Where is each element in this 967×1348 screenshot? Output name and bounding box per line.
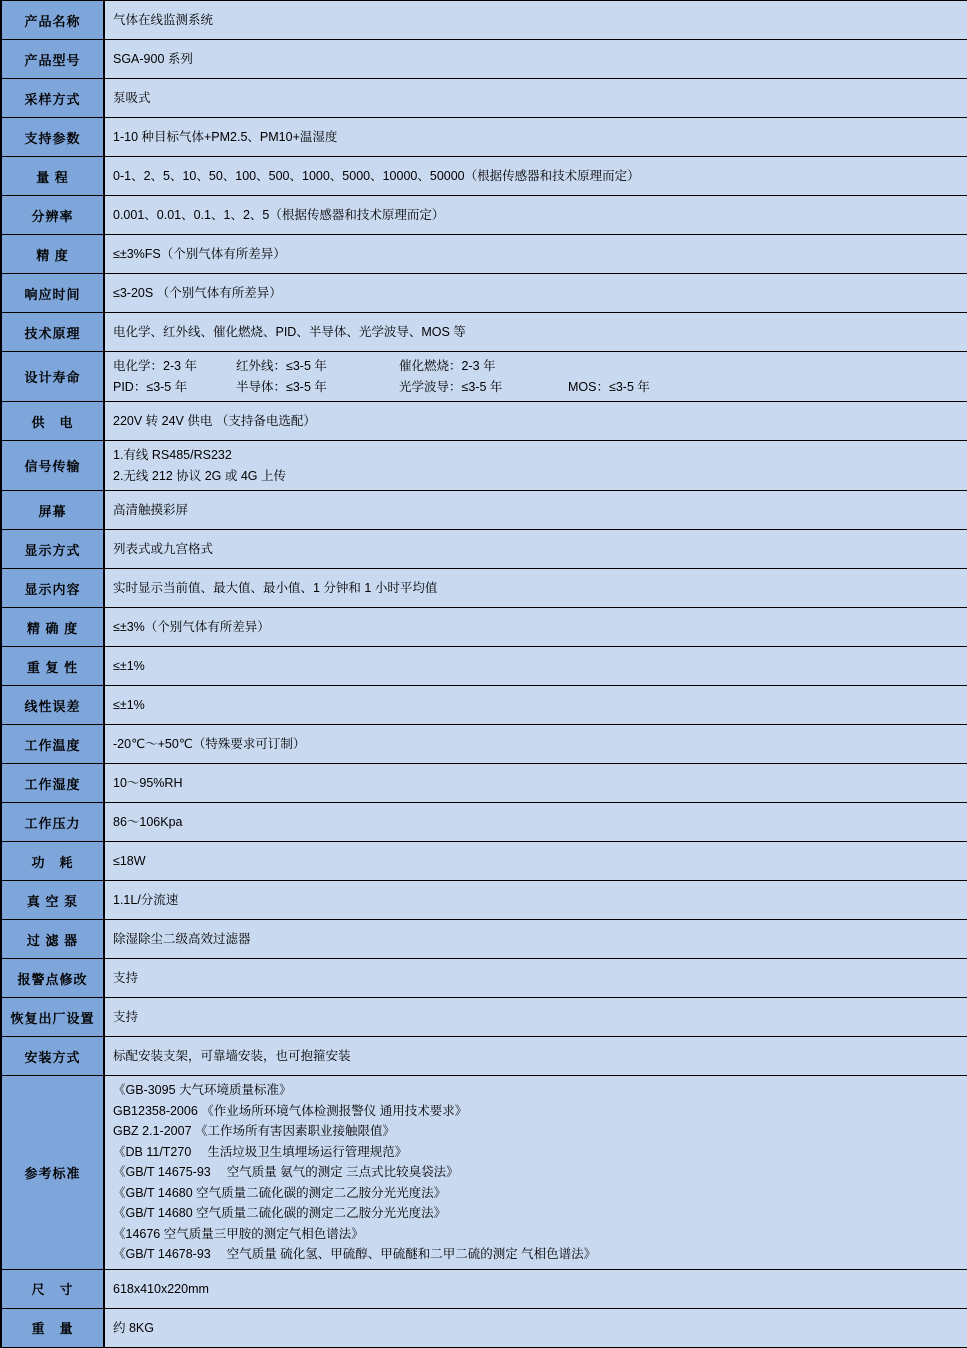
spec-value-line: 220V 转 24V 供电 （支持备电选配）: [113, 414, 316, 428]
spec-value: [104, 569, 967, 608]
table-row: [1, 686, 967, 725]
spec-value: [104, 920, 967, 959]
spec-label: 分辨率: [1, 196, 104, 235]
spec-table-body: [1, 1, 967, 1348]
table-row: [1, 998, 967, 1037]
spec-value-line: GB12358-2006 《作业场所环境气体检测报警仪 通用技术要求》: [113, 1103, 468, 1118]
spec-value-segment: MOS：≤3-5 年: [568, 379, 650, 394]
table-row: [1, 1, 967, 40]
spec-label: 安装方式: [1, 1037, 104, 1076]
spec-label: 信号传输: [1, 441, 104, 491]
spec-label: 尺 寸: [1, 1269, 104, 1308]
spec-label: 重 复 性: [1, 647, 104, 686]
spec-label: 产品型号: [1, 40, 104, 79]
spec-value-segment: 光学波导：≤3-5 年: [399, 379, 503, 394]
spec-value-segment: PID：≤3-5 年: [113, 379, 188, 394]
spec-value-line: 《GB-3095 大气环境质量标准》: [113, 1083, 292, 1097]
table-row: [1, 842, 967, 881]
spec-value: [104, 1269, 967, 1308]
spec-value: [104, 274, 967, 313]
spec-label: 工作湿度: [1, 764, 104, 803]
spec-value: [104, 998, 967, 1037]
spec-value-line: 86～106Kpa: [113, 815, 183, 829]
table-row: [1, 920, 967, 959]
spec-value-line: 2.无线 212 协议 2G 或 4G 上传: [113, 468, 286, 483]
spec-value: [104, 235, 967, 274]
table-row: [1, 569, 967, 608]
spec-label: 产品名称: [1, 1, 104, 40]
spec-value-line: 10～95%RH: [113, 776, 183, 790]
spec-value-line: 电化学、红外线、催化燃烧、PID、半导体、光学波导、MOS 等: [113, 325, 466, 339]
spec-value-line: [113, 377, 959, 398]
spec-label: 工作压力: [1, 803, 104, 842]
spec-value-line: ≤3-20S （个别气体有所差异）: [113, 286, 282, 300]
spec-value-line: ≤±3%（个别气体有所差异）: [113, 620, 270, 634]
spec-label: 量 程: [1, 157, 104, 196]
table-row: [1, 235, 967, 274]
spec-value-line: 泵吸式: [113, 91, 151, 105]
table-row: [1, 441, 967, 491]
spec-label: 屏幕: [1, 491, 104, 530]
spec-value: [104, 118, 967, 157]
spec-value-segment: 红外线：≤3-5 年: [236, 359, 327, 373]
spec-label: 参考标准: [1, 1076, 104, 1270]
spec-value-segment: 半导体：≤3-5 年: [236, 379, 327, 394]
spec-value: [104, 1308, 967, 1347]
spec-value-line: ≤±1%: [113, 698, 145, 712]
table-row: [1, 274, 967, 313]
spec-value-line: GBZ 2.1-2007 《工作场所有害因素职业接触限值》: [113, 1124, 395, 1138]
spec-value: [104, 491, 967, 530]
table-row: [1, 608, 967, 647]
table-row: [1, 725, 967, 764]
spec-value: [104, 959, 967, 998]
spec-label: 过 滤 器: [1, 920, 104, 959]
spec-value-line: 《DB 11/T270 生活垃圾卫生填埋场运行管理规范》: [113, 1144, 408, 1159]
spec-value-line: 0.001、0.01、0.1、1、2、5（根据传感器和技术原理而定）: [113, 208, 445, 222]
spec-value-line: 约 8KG: [113, 1320, 154, 1335]
spec-value: [104, 725, 967, 764]
spec-value-line: 高清触摸彩屏: [113, 503, 189, 517]
spec-value: [104, 686, 967, 725]
spec-label: 报警点修改: [1, 959, 104, 998]
spec-label: 恢复出厂设置: [1, 998, 104, 1037]
spec-value-line: ≤18W: [113, 854, 146, 868]
spec-label: 供 电: [1, 402, 104, 441]
spec-value-line: ≤±1%: [113, 659, 145, 673]
spec-label: 真 空 泵: [1, 881, 104, 920]
spec-label: 显示方式: [1, 530, 104, 569]
spec-value-segment: 催化燃烧：2-3 年: [399, 359, 496, 373]
spec-value-line: 1.1L/分流速: [113, 893, 179, 907]
spec-value: [104, 647, 967, 686]
table-row: [1, 491, 967, 530]
spec-value: [104, 402, 967, 441]
spec-label: 精 度: [1, 235, 104, 274]
spec-label: 重 量: [1, 1308, 104, 1347]
spec-value: [104, 1076, 967, 1270]
spec-label: 设计寿命: [1, 352, 104, 402]
spec-label: 技术原理: [1, 313, 104, 352]
table-row: [1, 118, 967, 157]
spec-value: [104, 157, 967, 196]
table-row: [1, 1308, 967, 1347]
spec-value: [104, 842, 967, 881]
table-row: [1, 40, 967, 79]
spec-value-line: 除湿除尘二级高效过滤器: [113, 932, 251, 946]
table-row: [1, 764, 967, 803]
spec-value-line: 1-10 种目标气体+PM2.5、PM10+温湿度: [113, 130, 338, 144]
spec-value-line: 《GB/T 14680 空气质量二硫化碳的测定二乙胺分光光度法》: [113, 1206, 447, 1220]
spec-label: 工作温度: [1, 725, 104, 764]
spec-value: [104, 196, 967, 235]
spec-value-line: [113, 356, 959, 377]
table-row: [1, 157, 967, 196]
spec-value-line: 618x410x220mm: [113, 1281, 209, 1296]
spec-value: [104, 79, 967, 118]
table-row: [1, 1076, 967, 1270]
table-row: [1, 79, 967, 118]
spec-label: 采样方式: [1, 79, 104, 118]
spec-value: [104, 803, 967, 842]
spec-label: 功 耗: [1, 842, 104, 881]
spec-label: 线性误差: [1, 686, 104, 725]
spec-value: [104, 530, 967, 569]
spec-value-line: SGA-900 系列: [113, 52, 193, 66]
spec-value: [104, 1, 967, 40]
table-row: [1, 196, 967, 235]
spec-value-line: 0-1、2、5、10、50、100、500、1000、5000、10000、50000（根据传感器和技术原理而定）: [113, 169, 640, 183]
spec-value-line: 气体在线监测系统: [113, 13, 214, 27]
table-row: [1, 803, 967, 842]
spec-value: [104, 352, 967, 402]
spec-value-line: 《GB/T 14680 空气质量二硫化碳的测定二乙胺分光光度法》: [113, 1185, 447, 1200]
spec-value: [104, 764, 967, 803]
spec-value-line: ≤±3%FS（个别气体有所差异）: [113, 247, 286, 261]
spec-label: 显示内容: [1, 569, 104, 608]
spec-value-line: 《14676 空气质量三甲胺的测定气相色谱法》: [113, 1226, 364, 1241]
spec-value: [104, 313, 967, 352]
spec-value-line: 支持: [113, 1010, 139, 1024]
table-row: [1, 352, 967, 402]
table-row: [1, 313, 967, 352]
spec-value: [104, 1037, 967, 1076]
spec-label: 响应时间: [1, 274, 104, 313]
spec-value-segment: 电化学：2-3 年: [113, 359, 198, 373]
spec-value: [104, 40, 967, 79]
spec-label: 精 确 度: [1, 608, 104, 647]
spec-value-line: 《GB/T 14678-93 空气质量 硫化氢、甲硫醇、甲硫醚和二甲二硫的测定 气相色谱法》: [113, 1247, 597, 1261]
spec-value-line: 支持: [113, 971, 139, 985]
spec-value-line: 1.有线 RS485/RS232: [113, 448, 232, 462]
spec-value: [104, 881, 967, 920]
spec-value-line: -20℃～+50℃（特殊要求可订制）: [113, 737, 306, 751]
spec-value-line: 实时显示当前值、最大值、最小值、1 分钟和 1 小时平均值: [113, 581, 438, 595]
spec-value-line: 列表式或九宫格式: [113, 542, 214, 556]
table-row: [1, 1037, 967, 1076]
table-row: [1, 647, 967, 686]
spec-value: [104, 441, 967, 491]
table-row: [1, 881, 967, 920]
spec-label: 支持参数: [1, 118, 104, 157]
table-row: [1, 959, 967, 998]
spec-value-line: 标配安装支架，可靠墙安装，也可抱箍安装: [113, 1049, 351, 1063]
spec-value-line: 《GB/T 14675-93 空气质量 氨气的测定 三点式比较臭袋法》: [113, 1165, 459, 1179]
table-row: [1, 402, 967, 441]
spec-value: [104, 608, 967, 647]
table-row: [1, 1269, 967, 1308]
table-row: [1, 530, 967, 569]
